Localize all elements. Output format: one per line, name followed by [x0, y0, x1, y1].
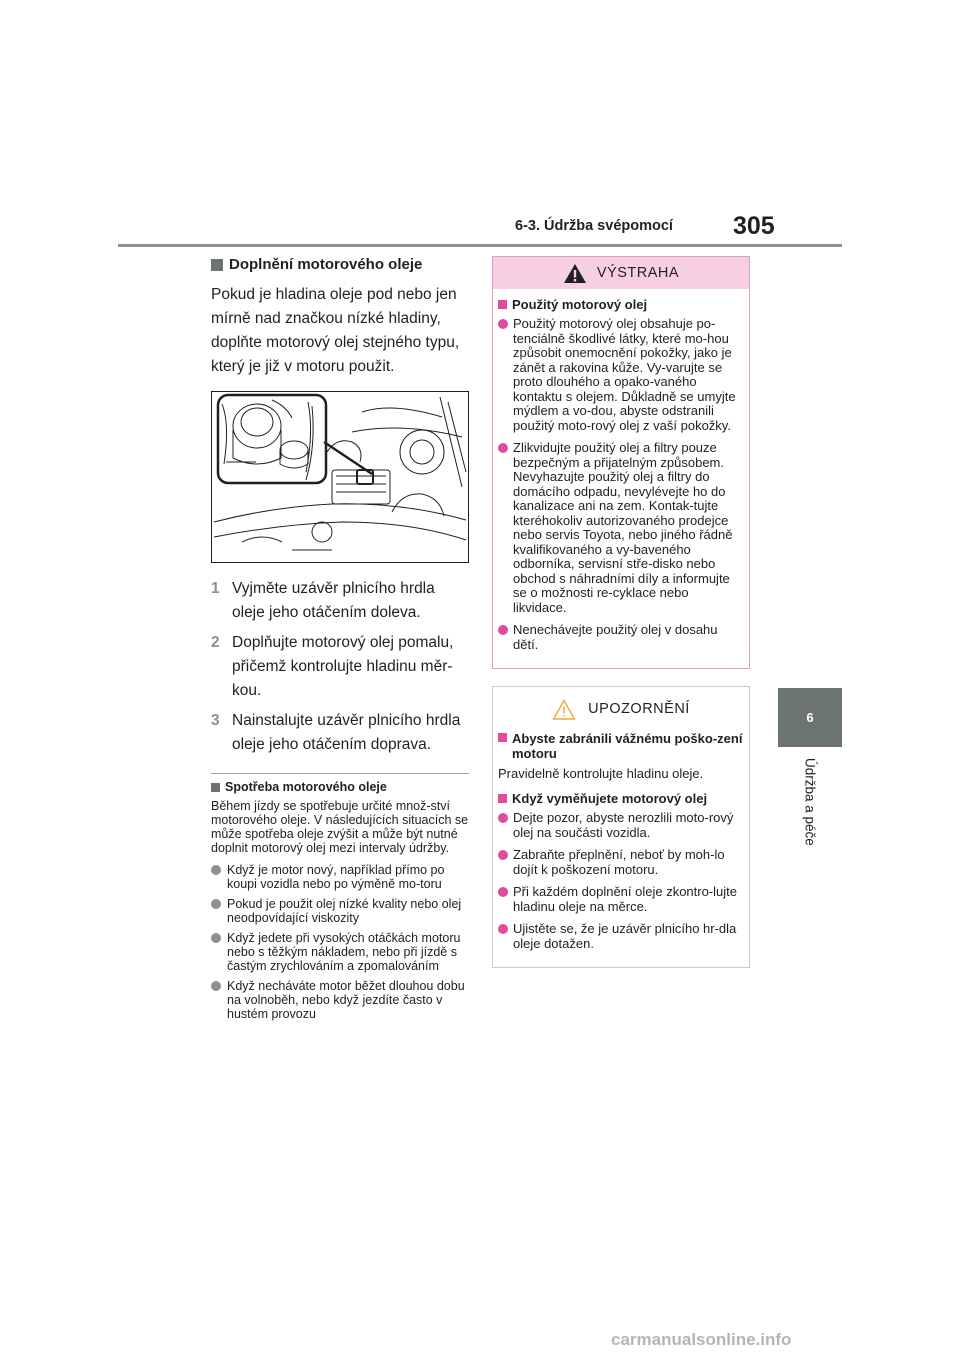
right-column: [492, 256, 750, 968]
step-text: Nainstalujte uzávěr plnicího hrdla oleje jeho otáčením doprava.: [232, 712, 461, 753]
square-bullet-icon: [498, 300, 507, 309]
bullet-dot-icon: [498, 625, 508, 635]
section-header: 6-3. Údržba svépomocí: [515, 218, 673, 234]
square-bullet-icon: [498, 733, 507, 742]
step-text: Doplňujte motorový olej pomalu, přičemž kontrolujte hladinu měr-kou.: [232, 634, 454, 699]
list-item: [498, 623, 743, 652]
chapter-label: [778, 758, 842, 858]
warning-title-text: Použitý motorový olej: [512, 297, 648, 312]
bullet-text: Zlikvidujte použitý olej a filtry pouze bezpečným a přijatelným způsobem. Nevyhazujte použitý olej a filtry do domácího odpadu, nevylévejte ho do kanalizace ani na zem. Kontak-tujte kteréhokoliv autorizovaného prodejce nebo servis Toyota, nebo jiného řádně kvalifikovaného a vy-baveného odborníka, servisní stře-disko nebo obchod s náhradními díly a informujte se o možnosti re-cyklace nebo likvidace.: [513, 440, 733, 615]
consumption-text: Během jízdy se spotřebuje určité množ-ství motorového oleje. V následujících situacích se může spotřeba oleje zvýšit a může být nutné doplnit motorový olej mezi intervaly údržby.: [211, 799, 469, 855]
square-bullet-icon: [211, 259, 223, 271]
list-item: [211, 863, 469, 891]
bullet-dot-icon: [211, 899, 221, 909]
list-item: [498, 848, 743, 877]
bullet-text: Použitý motorový olej obsahuje po-tenciálně škodlivé látky, které mo-hou způsobit onemocnění pokožky, jako je zánět a rakovina kůže. Vy-varujte se proto dlouhého a opako-vaného kontaktu s olejem. Důkladně se umyjte mýdlem a vo-dou, abyste odstranili použitý moto-rový olej z vaší pokožky.: [513, 316, 736, 433]
bullet-dot-icon: [498, 887, 508, 897]
subsection-title: [211, 780, 469, 794]
list-item: [498, 885, 743, 914]
warning-box: [492, 256, 750, 669]
step-text: Vyjměte uzávěr plnicího hrdla oleje jeho otáčením doleva.: [232, 580, 435, 621]
caution-triangle-icon: [552, 699, 576, 720]
bullet-dot-icon: [211, 933, 221, 943]
list-item: [498, 811, 743, 840]
notice-title: [498, 791, 743, 806]
bullet-text: Když je motor nový, například přímo po koupi vozidla nebo po výměně mo-toru: [227, 863, 445, 891]
warning-triangle-icon: [563, 263, 587, 284]
warning-header: [493, 257, 749, 289]
list-item: [211, 979, 469, 1021]
list-item: [211, 631, 469, 703]
notice-title: [498, 731, 743, 761]
bullet-dot-icon: [498, 924, 508, 934]
step-number: 2: [211, 634, 220, 651]
intro-text: Pokud je hladina oleje pod nebo jen mírně nad značkou nízké hladiny, doplňte motorový olej stejného typu, který je již v motoru použit.: [211, 286, 460, 375]
left-column: [211, 256, 469, 1027]
notice-title-text: Když vyměňujete motorový olej: [512, 791, 708, 806]
bullet-text: Při každém doplnění oleje zkontro-lujte hladinu oleje na měrce.: [513, 884, 738, 914]
square-bullet-icon: [498, 794, 507, 803]
list-item: [211, 709, 469, 757]
bullet-dot-icon: [211, 981, 221, 991]
list-item: [498, 441, 743, 615]
notice-header: [493, 693, 749, 725]
square-bullet-icon: [211, 783, 220, 792]
bullet-dot-icon: [211, 865, 221, 875]
watermark: carmanualsonline.info: [611, 1330, 792, 1349]
section-title: [211, 256, 469, 273]
chapter-tab[interactable]: [778, 688, 842, 747]
chapter-label-text: Údržba a péče: [802, 758, 818, 846]
bullet-dot-icon: [498, 319, 508, 329]
notice-title-text: Abyste zabránili vážnému poško-zení motoru: [512, 731, 743, 761]
list-item: [498, 317, 743, 433]
bullet-dot-icon: [498, 443, 508, 453]
bullet-text: Pokud je použit olej nízké kvality nebo olej neodpovídající viskozity: [227, 897, 462, 925]
list-item: [211, 577, 469, 625]
bullet-dot-icon: [498, 850, 508, 860]
page-number: 305: [733, 212, 775, 240]
list-item: [211, 897, 469, 925]
list-item: [211, 931, 469, 973]
chapter-number: 6: [806, 710, 814, 725]
list-item: [498, 922, 743, 951]
bullet-text: Když necháváte motor běžet dlouhou dobu na volnoběh, nebo když jezdíte často v hustém provozu: [227, 979, 465, 1021]
bullet-text: Ujistěte se, že je uzávěr plnicího hr-dla oleje dotažen.: [513, 921, 737, 951]
section-title-text: Doplnění motorového oleje: [229, 256, 423, 273]
warning-heading: VÝSTRAHA: [596, 265, 680, 281]
warning-title: [498, 297, 743, 312]
bullet-text: Když jedete při vysokých otáčkách motoru nebo s těžkým nákladem, nebo při jízdě s častým zrychlováním a zpomalováním: [227, 931, 461, 973]
steps-list: [211, 577, 469, 757]
bullet-dot-icon: [498, 813, 508, 823]
notice-text: Pravidelně kontrolujte hladinu oleje.: [498, 766, 704, 781]
subsection-title-text: Spotřeba motorového oleje: [225, 780, 387, 794]
divider: [211, 773, 469, 774]
notice-box: [492, 686, 750, 968]
warning-body: [493, 289, 749, 668]
notice-heading: UPOZORNĚNÍ: [588, 701, 690, 717]
bullet-text: Dejte pozor, abyste nerozlili moto-rový olej na součásti vozidla.: [513, 810, 734, 840]
notice-body: [493, 725, 749, 967]
step-number: 1: [211, 580, 220, 597]
bullet-text: Zabraňte přeplnění, neboť by moh-lo dojít k poškození motoru.: [513, 847, 725, 877]
header-rule: [118, 244, 842, 247]
engine-illustration: [211, 391, 469, 563]
bullet-text: Nenechávejte použitý olej v dosahu dětí.: [513, 622, 718, 652]
step-number: 3: [211, 712, 220, 729]
